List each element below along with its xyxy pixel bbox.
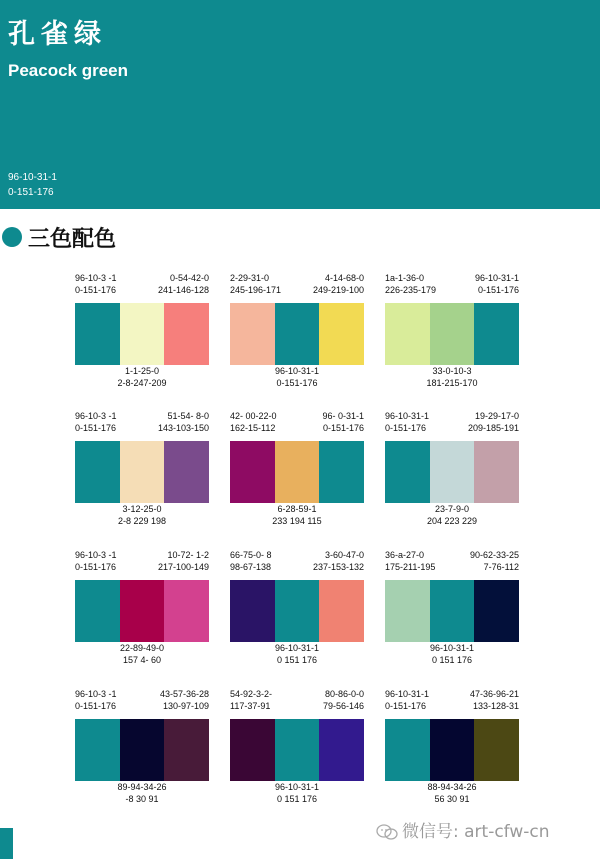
color-code-middle bbox=[230, 781, 364, 805]
color-swatch bbox=[319, 580, 364, 642]
color-swatch bbox=[385, 303, 430, 365]
color-swatch bbox=[385, 719, 430, 781]
color-code-left-rgb: 162-15-112 bbox=[230, 423, 276, 433]
color-code-left-cmyk: 96-10-3 -1 bbox=[75, 689, 117, 699]
color-code-left bbox=[75, 410, 117, 434]
color-swatch bbox=[430, 580, 475, 642]
color-swatch bbox=[230, 580, 275, 642]
palette-card bbox=[230, 272, 364, 408]
color-code-middle-rgb: 204 223 229 bbox=[426, 516, 478, 526]
color-code-middle bbox=[230, 503, 364, 527]
color-code-left-cmyk: 96-10-3 -1 bbox=[75, 273, 117, 283]
color-code-middle-rgb: 2-8 229 198 bbox=[117, 516, 167, 526]
color-code-right bbox=[322, 410, 364, 434]
color-code-right-cmyk: 10-72- 1-2 bbox=[167, 550, 209, 560]
color-code-left-rgb: 0-151-176 bbox=[385, 423, 427, 433]
title-banner bbox=[0, 0, 600, 209]
palette-card bbox=[75, 688, 209, 824]
color-code-middle-cmyk: 96-10-31-1 bbox=[274, 782, 320, 792]
color-code-left-rgb: 0-151-176 bbox=[75, 701, 117, 711]
color-code-right-cmyk: 47-36-96-21 bbox=[469, 689, 519, 699]
color-swatch bbox=[164, 441, 209, 503]
color-code-left-rgb: 0-151-176 bbox=[75, 285, 117, 295]
color-swatch bbox=[385, 580, 430, 642]
color-code-right-rgb: 79-56-146 bbox=[322, 701, 364, 711]
color-swatch bbox=[430, 719, 475, 781]
color-code-middle bbox=[75, 365, 209, 389]
color-code-middle-rgb: 0-151-176 bbox=[276, 378, 318, 388]
color-code-middle bbox=[385, 781, 519, 805]
color-code-right bbox=[158, 549, 209, 573]
color-code-middle-cmyk: 33-0-10-3 bbox=[432, 366, 472, 376]
color-swatch bbox=[319, 303, 364, 365]
color-code-middle-cmyk: 22-89-49-0 bbox=[119, 643, 165, 653]
palette-card bbox=[75, 272, 209, 408]
color-code-right-rgb: 143-103-150 bbox=[157, 423, 209, 433]
color-code-right bbox=[313, 549, 364, 573]
color-code-middle-rgb: -8 30 91 bbox=[125, 794, 159, 804]
color-code-middle-cmyk: 6-28-59-1 bbox=[277, 504, 317, 514]
color-code-right bbox=[313, 272, 364, 296]
palette-card bbox=[230, 410, 364, 546]
color-swatch bbox=[230, 719, 275, 781]
color-code-left-rgb: 0-151-176 bbox=[385, 701, 427, 711]
color-code-middle bbox=[385, 642, 519, 666]
color-code-left-cmyk: 54-92-3-2- bbox=[230, 689, 273, 699]
color-code-left-rgb: 117-37-91 bbox=[230, 701, 271, 711]
color-swatch bbox=[120, 719, 165, 781]
rgb-code: 0-151-176 bbox=[8, 187, 54, 198]
color-code-right-rgb: 209-185-191 bbox=[467, 423, 519, 433]
color-swatch bbox=[164, 303, 209, 365]
palette-card bbox=[385, 688, 519, 824]
color-code-left bbox=[75, 549, 117, 573]
color-code-left bbox=[230, 272, 281, 296]
color-code-left-cmyk: 96-10-3 -1 bbox=[75, 550, 117, 560]
color-code-right-cmyk: 96-10-31-1 bbox=[474, 273, 519, 283]
color-code-right-rgb: 249-219-100 bbox=[312, 285, 364, 295]
color-swatch bbox=[164, 580, 209, 642]
color-code-middle-rgb: 2-8-247-209 bbox=[117, 378, 167, 388]
color-code-right-cmyk: 43-57-36-28 bbox=[159, 689, 209, 699]
color-code-right-cmyk: 51-54- 8-0 bbox=[167, 411, 209, 421]
color-code-left bbox=[385, 688, 429, 712]
color-code-middle bbox=[75, 503, 209, 527]
color-code-right bbox=[475, 272, 519, 296]
color-swatch bbox=[275, 580, 320, 642]
color-code-middle-rgb: 157 4- 60 bbox=[122, 655, 162, 665]
color-code-right-rgb: 0-151-176 bbox=[322, 423, 364, 433]
color-swatch bbox=[230, 441, 275, 503]
color-swatch bbox=[120, 580, 165, 642]
color-code-right bbox=[160, 688, 209, 712]
color-code-left-cmyk: 66-75-0- 8 bbox=[230, 550, 272, 560]
color-code-right-rgb: 241-146-128 bbox=[157, 285, 209, 295]
color-code-left-rgb: 0-151-176 bbox=[75, 423, 117, 433]
color-code-right-rgb: 133-128-31 bbox=[472, 701, 519, 711]
color-swatch bbox=[120, 441, 165, 503]
color-code-left-rgb: 226-235-179 bbox=[385, 285, 437, 295]
color-code-left-rgb: 245-196-171 bbox=[230, 285, 282, 295]
color-swatch bbox=[319, 719, 364, 781]
color-code-middle-cmyk: 88-94-34-26 bbox=[427, 782, 477, 792]
color-code-right-rgb: 217-100-149 bbox=[157, 562, 209, 572]
color-code-left-cmyk: 36-a-27-0 bbox=[385, 550, 425, 560]
color-code-left bbox=[230, 549, 272, 573]
palette-card bbox=[230, 549, 364, 685]
color-code-middle-rgb: 233 194 115 bbox=[272, 516, 322, 526]
color-swatch bbox=[474, 719, 519, 781]
color-swatch bbox=[474, 441, 519, 503]
color-code-left bbox=[75, 688, 117, 712]
color-code-middle-cmyk: 3-12-25-0 bbox=[122, 504, 162, 514]
color-code-left bbox=[385, 410, 429, 434]
color-swatch bbox=[319, 441, 364, 503]
watermark bbox=[376, 817, 550, 842]
color-code-middle-rgb: 0 151 176 bbox=[276, 794, 318, 804]
color-code-left bbox=[230, 688, 272, 712]
bullet-dot-icon bbox=[2, 227, 22, 247]
color-swatch bbox=[275, 303, 320, 365]
color-code-middle bbox=[385, 365, 519, 389]
color-swatch bbox=[430, 303, 475, 365]
color-swatch bbox=[75, 580, 120, 642]
color-code-right-cmyk: 0-54-42-0 bbox=[169, 273, 209, 283]
color-code-left-rgb: 0-151-176 bbox=[75, 562, 117, 572]
color-code-left bbox=[385, 549, 435, 573]
color-code-left bbox=[385, 272, 436, 296]
color-swatch bbox=[75, 719, 120, 781]
color-code-right-cmyk: 80-86-0-0 bbox=[324, 689, 364, 699]
wechat-icon bbox=[376, 824, 398, 840]
color-swatch bbox=[164, 719, 209, 781]
color-code-left-cmyk: 96-10-3 -1 bbox=[75, 411, 117, 421]
palette-card bbox=[75, 549, 209, 685]
color-code-left-cmyk: 96-10-31-1 bbox=[385, 411, 430, 421]
color-name-chinese: 孔雀绿 bbox=[8, 19, 107, 50]
color-code-right-cmyk: 4-14-68-0 bbox=[324, 273, 364, 283]
palette-card bbox=[230, 688, 364, 824]
color-code-middle bbox=[230, 642, 364, 666]
color-code-middle-rgb: 0 151 176 bbox=[431, 655, 473, 665]
color-code-middle-cmyk: 23-7-9-0 bbox=[434, 504, 470, 514]
color-swatch bbox=[474, 303, 519, 365]
color-swatch bbox=[275, 719, 320, 781]
color-swatch bbox=[75, 441, 120, 503]
color-swatch bbox=[275, 441, 320, 503]
color-code-right-rgb: 7-76-112 bbox=[483, 562, 519, 572]
color-code-right-cmyk: 96- 0-31-1 bbox=[322, 411, 364, 421]
color-code-middle-rgb: 0 151 176 bbox=[276, 655, 318, 665]
palette-card bbox=[385, 272, 519, 408]
color-code-left bbox=[75, 272, 117, 296]
color-code-right bbox=[468, 410, 519, 434]
color-code-middle-rgb: 181-215-170 bbox=[426, 378, 478, 388]
color-code-middle-cmyk: 89-94-34-26 bbox=[117, 782, 167, 792]
color-code-middle-cmyk: 96-10-31-1 bbox=[274, 643, 320, 653]
color-code-middle bbox=[385, 503, 519, 527]
color-swatch bbox=[75, 303, 120, 365]
color-code-middle-rgb: 56 30 91 bbox=[434, 794, 470, 804]
color-swatch bbox=[430, 441, 475, 503]
palette-card bbox=[385, 549, 519, 685]
color-code-right-cmyk: 19-29-17-0 bbox=[474, 411, 519, 421]
color-swatch bbox=[385, 441, 430, 503]
color-swatch bbox=[474, 580, 519, 642]
color-code-middle bbox=[75, 642, 209, 666]
watermark-text: 微信号: art-cfw-cn bbox=[402, 822, 550, 842]
color-code-right-rgb: 237-153-132 bbox=[312, 562, 364, 572]
color-code-middle-cmyk: 96-10-31-1 bbox=[429, 643, 475, 653]
color-code-right-rgb: 0-151-176 bbox=[477, 285, 519, 295]
footer-accent-bar bbox=[0, 828, 13, 859]
color-code-left-cmyk: 42- 00-22-0 bbox=[230, 411, 277, 421]
color-code-middle-cmyk: 1-1-25-0 bbox=[124, 366, 160, 376]
color-code-middle-cmyk: 96-10-31-1 bbox=[274, 366, 320, 376]
color-code-right bbox=[158, 272, 209, 296]
color-code-middle bbox=[230, 365, 364, 389]
color-code-right-cmyk: 3-60-47-0 bbox=[324, 550, 364, 560]
color-code-right bbox=[470, 688, 519, 712]
palette-card bbox=[385, 410, 519, 546]
color-swatch bbox=[120, 303, 165, 365]
color-code-right-rgb: 130-97-109 bbox=[162, 701, 209, 711]
color-code-right bbox=[158, 410, 209, 434]
color-code-right-cmyk: 90-62-33-25 bbox=[469, 550, 519, 560]
color-code-middle bbox=[75, 781, 209, 805]
color-code-right bbox=[323, 688, 364, 712]
section-title: 三色配色 bbox=[28, 227, 117, 252]
color-name-english: Peacock green bbox=[8, 61, 129, 80]
cmyk-code: 96-10-31-1 bbox=[8, 172, 57, 183]
color-code-left-cmyk: 96-10-31-1 bbox=[385, 689, 430, 699]
color-code-right bbox=[470, 549, 519, 573]
palette-card bbox=[75, 410, 209, 546]
color-code-left-rgb: 98-67-138 bbox=[230, 562, 272, 572]
color-code-left-cmyk: 2-29-31-0 bbox=[230, 273, 270, 283]
color-swatch bbox=[230, 303, 275, 365]
color-code-left-cmyk: 1a-1-36-0 bbox=[385, 273, 425, 283]
color-code-left-rgb: 175-211-195 bbox=[385, 562, 436, 572]
color-code-left bbox=[230, 410, 277, 434]
